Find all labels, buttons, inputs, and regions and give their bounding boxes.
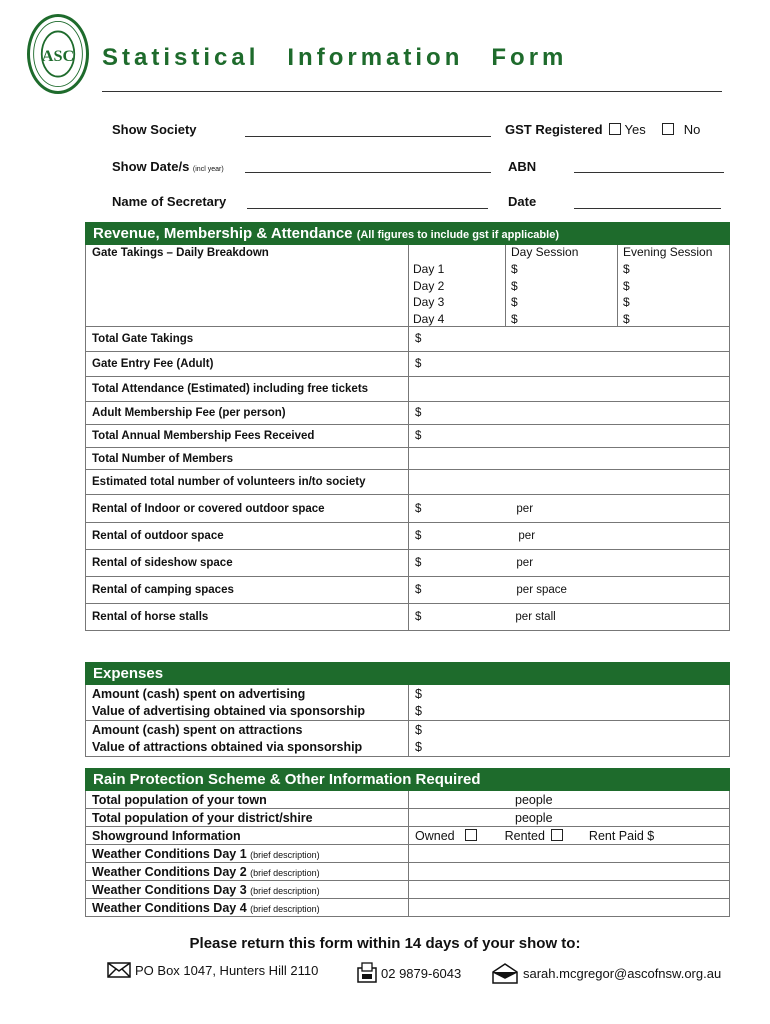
gate-fee-label: Gate Entry Fee (Adult) <box>86 352 409 377</box>
advertising-fields[interactable]: $ $ <box>409 685 730 721</box>
rental-indoor-label: Rental of Indoor or covered outdoor space <box>86 495 409 523</box>
gate-breakdown-cell[interactable] <box>409 245 730 327</box>
day-session-header: Day Session <box>511 245 579 259</box>
weather-day3-label: Weather Conditions Day 3 (brief description) <box>86 881 409 899</box>
day-session-values[interactable]: $ $ $ $ <box>511 262 518 326</box>
district-pop-label: Total population of your district/shire <box>86 809 409 827</box>
abn-label: ABN <box>508 159 537 174</box>
showground-label: Showground Information <box>86 827 409 845</box>
expenses-table <box>85 662 730 757</box>
fax-phone-icon <box>357 962 377 984</box>
show-society-label: Show Society <box>112 122 197 137</box>
rental-camping-label: Rental of camping spaces <box>86 577 409 604</box>
total-members-label: Total Number of Members <box>86 448 409 470</box>
rental-sideshow-label: Rental of sideshow space <box>86 550 409 577</box>
page-title: Statistical Information Form <box>102 44 568 71</box>
total-membership-fees-label: Total Annual Membership Fees Received <box>86 425 409 448</box>
weather-day2-field[interactable] <box>409 863 730 881</box>
expenses-heading: Expenses <box>86 663 730 685</box>
email-contact: sarah.mcgregor@ascofnsw.org.au <box>491 962 721 984</box>
total-membership-fees-field[interactable]: $ <box>409 425 730 448</box>
email-icon <box>491 962 519 984</box>
attractions-fields[interactable]: $ $ <box>409 721 730 757</box>
rental-outdoor-label: Rental of outdoor space <box>86 523 409 550</box>
adult-membership-fee-field[interactable]: $ <box>409 402 730 425</box>
date-label: Date <box>508 194 537 209</box>
rain-heading: Rain Protection Scheme & Other Information Required <box>86 769 730 791</box>
gate-fee-field[interactable]: $ <box>409 352 730 377</box>
total-attendance-field[interactable] <box>409 377 730 402</box>
show-society-field[interactable] <box>245 136 491 137</box>
gst-yes-checkbox[interactable] <box>609 123 621 135</box>
weather-day4-field[interactable] <box>409 899 730 917</box>
total-gate-field[interactable]: $ <box>409 327 730 352</box>
abn-field[interactable] <box>574 172 724 173</box>
asc-logo <box>27 14 89 94</box>
district-pop-field[interactable]: people <box>409 809 730 827</box>
evening-session-header: Evening Session <box>623 245 713 259</box>
weather-day1-field[interactable] <box>409 845 730 863</box>
weather-day1-label: Weather Conditions Day 1 (brief description) <box>86 845 409 863</box>
attractions-labels: Amount (cash) spent on attractions Value of attractions obtained via sponsorship <box>86 721 409 757</box>
logo-text: ASC <box>41 47 75 66</box>
weather-day4-label: Weather Conditions Day 4 (brief description) <box>86 899 409 917</box>
rental-horse-label: Rental of horse stalls <box>86 604 409 631</box>
advertising-labels: Amount (cash) spent on advertising Value of advertising obtained via sponsorship <box>86 685 409 721</box>
revenue-heading: Revenue, Membership & Attendance (All figures to include gst if applicable) <box>86 223 730 245</box>
day-labels: Day 1 Day 2 Day 3 Day 4 <box>413 262 445 326</box>
evening-session-values[interactable]: $ $ $ $ <box>623 262 630 326</box>
gst-registered-label: GST Registered Yes No <box>505 122 701 137</box>
weather-day2-label: Weather Conditions Day 2 (brief description) <box>86 863 409 881</box>
gst-no-checkbox[interactable] <box>662 123 674 135</box>
rain-table <box>85 768 730 917</box>
total-gate-label: Total Gate Takings <box>86 327 409 352</box>
title-divider <box>102 91 722 92</box>
envelope-icon <box>107 962 131 978</box>
rental-sideshow-field[interactable]: $ per <box>409 550 730 577</box>
town-pop-field[interactable]: people <box>409 791 730 809</box>
showground-field: Owned Rented Rent Paid $ <box>409 827 730 845</box>
owned-checkbox[interactable] <box>465 829 477 841</box>
volunteers-label: Estimated total number of volunteers in/to society <box>86 470 409 495</box>
return-instruction: Please return this form within 14 days of your show to: <box>189 935 581 952</box>
secretary-label: Name of Secretary <box>112 194 227 209</box>
revenue-table <box>85 222 730 631</box>
po-box-contact: PO Box 1047, Hunters Hill 2110 <box>107 962 318 978</box>
town-pop-label: Total population of your town <box>86 791 409 809</box>
date-field[interactable] <box>574 208 721 209</box>
show-dates-field[interactable] <box>245 172 491 173</box>
rental-outdoor-field[interactable]: $ per <box>409 523 730 550</box>
volunteers-field[interactable] <box>409 470 730 495</box>
rented-checkbox[interactable] <box>551 829 563 841</box>
gate-breakdown-label: Gate Takings – Daily Breakdown <box>86 245 409 327</box>
secretary-field[interactable] <box>247 208 488 209</box>
rental-indoor-field[interactable]: $ per <box>409 495 730 523</box>
rental-horse-field[interactable]: $ per stall <box>409 604 730 631</box>
show-dates-label: Show Date/s (incl year) <box>112 159 224 174</box>
total-attendance-label: Total Attendance (Estimated) including free tickets <box>86 377 409 402</box>
phone-contact: 02 9879-6043 <box>357 962 461 984</box>
weather-day3-field[interactable] <box>409 881 730 899</box>
rental-camping-field[interactable]: $ per space <box>409 577 730 604</box>
adult-membership-fee-label: Adult Membership Fee (per person) <box>86 402 409 425</box>
total-members-field[interactable] <box>409 448 730 470</box>
